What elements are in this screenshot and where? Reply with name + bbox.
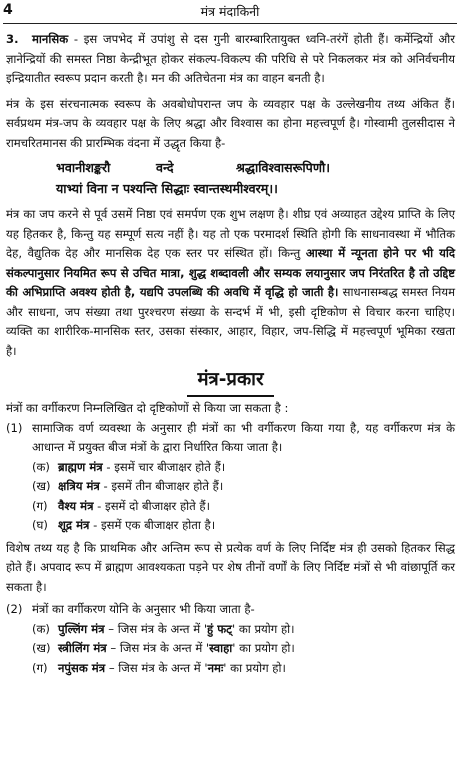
header-rule — [3, 23, 457, 24]
paragraph-text: साधनासम्बद्ध समस्त नियम और साधना, जप संख्या तथा पुरश्चरण संख्या के सन्दर्भ में भी, इसी दृष्टिकोण से विचार करना चाहिए। व्यक्ति का शारीरिक-मानसिक स्तर, उसका संस्कार, आहार, विहार, जप-सिद्धि में महत्त्वपूर्ण भूमिका रखता है। — [6, 285, 455, 358]
paragraph-niyam — [6, 205, 455, 361]
page-body — [6, 30, 455, 678]
bija-term: स्वाहा — [209, 641, 233, 655]
paragraph-japa: मंत्र के इस संरचनात्मक स्वरूप के अवबोधोपरान्त जप के व्यवहार पक्ष के उल्लेखनीय तथ्य अंकित हैं। सर्वप्रथम मंत्र-जप के व्यवहार पक्ष के लिए श्रद्धा और विश्वास का होना महत्त्वपूर्ण है। गोस्वामी तुलसीदास ने रामचरितमानस की प्रारम्भिक वंदना में उद्धृत किया है- — [6, 96, 455, 150]
verse-word: वन्दे — [156, 160, 174, 175]
sub-index: (ग) — [32, 498, 48, 513]
paragraph-text: - इस जपभेद में उपांशु से दस गुनी बारम्बारितायुक्त ध्वनि-तरंगें होती हैं। कर्मेन्द्रियों और ज्ञानेन्द्रियों की समस्त निष्ठा केन्द्रीभूत होकर संकल्प-विकल्प की परिधि से परे निकलकर मंत्र को अनिर्वचनीय इन्द्रियातीत स्वरूप प्रदान करती है। मन की अतिचेतना मंत्र का वाहन बनती है। — [6, 32, 455, 85]
bija-term: नमः — [207, 660, 224, 675]
sub-item — [32, 659, 455, 679]
sub-item — [32, 497, 455, 517]
term-manasik: मानसिक — [32, 32, 69, 46]
verse-line-2: याभ्यां विना न पश्यन्ति सिद्धाः स्वान्तस्थमीश्वरम्।। — [56, 181, 278, 196]
sub-desc: - इसमें दो बीजाक्षर होते हैं। — [93, 498, 210, 513]
sub-desc: ' का प्रयोग हो। — [223, 660, 286, 675]
sub-desc: - इसमें एक बीजाक्षर होता है। — [89, 518, 216, 532]
sub-list — [32, 620, 455, 679]
page-number: 4 — [3, 2, 13, 18]
paragraph-text: मंत्र का जप करने से पूर्व उसमें निष्ठा एवं समर्पण एक शुभ लक्षण है। शीघ्र एवं अव्याहत उद्देश्य प्राप्ति के लिए यह हितकर है, किन्तु यह सम्पूर्ण सत्य नहीं है। यह तो एक परमादर्श स्थिति होगी कि साधनावस्था में भौतिक देह, वैद्युतिक देह और मानसिक देह एक स्तर पर संस्थित हों। किन्तु — [6, 207, 455, 260]
sub-index: (क) — [32, 459, 50, 474]
sub-term: स्त्रीलिंग मंत्र — [58, 641, 107, 655]
sub-item — [32, 620, 455, 640]
list-item — [6, 419, 455, 458]
bija-term: हुं फट् — [207, 621, 232, 636]
sub-index: (क) — [32, 621, 50, 636]
sub-item — [32, 639, 455, 659]
emphasis-text: आस्था में न्यूनता होने पर भी यदि संकल्पानुसार नियमित रूप से उचित मात्रा, शुद्ध शब्दावली और सम्यक लयानुसार जप निरंतरित है तो उद्दिष्ट की अभिप्राप्ति अवश्य होती है, यद्यपि उपलब्धि की अवधि में वृद्धि हो जाती है। — [6, 246, 455, 299]
sub-item — [32, 516, 455, 536]
verse-quote — [6, 157, 455, 199]
verse-line-1 — [56, 157, 455, 178]
paragraph-vishesh: विशेष तथ्य यह है कि प्राथमिक और अन्तिम रूप से प्रत्येक वर्ण के लिए निर्दिष्ट मंत्र ही उसको हितकर सिद्ध होते हैं। अपवाद रूप में ब्राह्मण आवश्यकता पड़ने पर शेष तीनों वर्णों के लिए निर्दिष्ट मंत्रों से भी वांछापूर्ति कर सकता है। — [6, 540, 455, 594]
sub-desc: ' का प्रयोग हो। — [232, 641, 295, 655]
sub-term: नपुंसक मंत्र — [58, 660, 106, 675]
sub-desc: – जिस मंत्र के अन्त में ' — [104, 621, 208, 636]
sub-desc: – जिस मंत्र के अन्त में ' — [105, 660, 208, 675]
classification-intro: मंत्रों का वर्गीकरण निम्नलिखित दो दृष्टिकोणों से किया जा सकता है : — [6, 401, 289, 415]
sub-desc: - इसमें तीन बीजाक्षर होते हैं। — [99, 479, 224, 493]
sub-item — [32, 458, 455, 478]
list-item — [6, 600, 455, 620]
list-index: (2) — [6, 602, 23, 616]
sub-item — [32, 477, 455, 497]
page-header — [0, 2, 460, 22]
item-number: 3. — [6, 32, 19, 46]
sub-index: (ग) — [32, 660, 48, 675]
sub-desc: - इसमें चार बीजाक्षर होते हैं। — [102, 459, 226, 474]
section-title: मंत्र-प्रकार — [187, 365, 273, 397]
sub-index: (ख) — [32, 641, 51, 655]
verse-word: भवानीशङ्करौ — [56, 160, 111, 175]
sub-term: वैश्य मंत्र — [58, 498, 94, 513]
section-heading — [6, 365, 455, 397]
sub-index: (ख) — [32, 479, 51, 493]
running-title: मंत्र मंदाकिनी — [200, 4, 260, 19]
sub-term: शूद्र मंत्र — [58, 518, 90, 532]
list-text: सामाजिक वर्ण व्यवस्था के अनुसार ही मंत्रों का भी वर्गीकरण किया गया है, यह वर्गीकरण मंत्र के आधान्त में प्रयुक्त बीज मंत्रों के द्वारा निर्धारित किया जाता है। — [32, 420, 455, 454]
paragraph-manasik — [6, 30, 455, 89]
list-text: मंत्रों का वर्गीकरण योनि के अनुसार भी किया जाता है- — [32, 602, 255, 616]
sub-desc: – जिस मंत्र के अन्त में ' — [106, 641, 210, 655]
sub-term: ब्राह्मण मंत्र — [58, 459, 103, 474]
sub-desc: ' का प्रयोग हो। — [232, 621, 295, 636]
sub-index: (घ) — [32, 518, 48, 532]
verse-word: श्रद्धाविश्वासरूपिणौ। — [236, 160, 330, 175]
sub-list — [32, 458, 455, 536]
list-index: (1) — [6, 420, 23, 435]
sub-term: पुल्लिंग मंत्र — [58, 621, 105, 636]
sub-term: क्षत्रिय मंत्र — [58, 479, 100, 493]
